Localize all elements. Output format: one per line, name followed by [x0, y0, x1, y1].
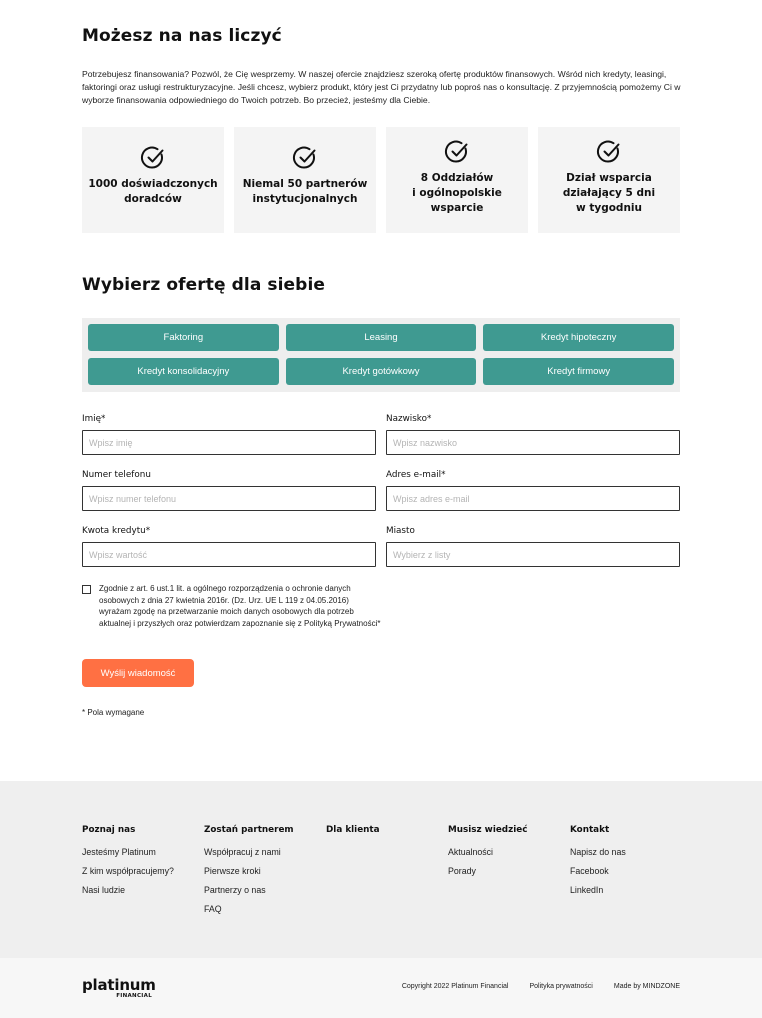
last-name-label: Nazwisko* [386, 414, 432, 424]
amount-input[interactable] [82, 542, 376, 567]
footer [0, 781, 762, 958]
check-circle-icon [444, 139, 470, 165]
consent-text: Zgodnie z art. 6 ust.1 lit. a ogólnego rozporządzenia o ochronie danych osobowych z dnia 27 kwietnia 2016r. (Dz. Urz. UE L 119 z 04.05.2016) wyrażam zgodę na przetwarzanie moich danych osobowych dla potrzeb aktualnej i przyszłych oraz potwierdzam zapoznanie się z Polityką Prywatności* [99, 584, 381, 628]
consent-checkbox[interactable] [82, 585, 91, 594]
footer-link[interactable]: Jesteśmy Platinum [82, 847, 156, 857]
footer-link[interactable]: FAQ [204, 904, 222, 914]
last-name-input[interactable] [386, 430, 680, 455]
footer-link[interactable]: Nasi ludzie [82, 885, 126, 895]
footer-link[interactable]: Partnerzy o nas [204, 885, 266, 895]
footer-column-partner [204, 825, 326, 923]
first-name-label: Imię* [82, 414, 106, 424]
features-row [82, 127, 680, 233]
feature-card-support [538, 127, 680, 233]
offer-button-cash-loan[interactable]: Kredyt gotówkowy [286, 358, 477, 385]
phone-label: Numer telefonu [82, 470, 151, 480]
email-input[interactable] [386, 486, 680, 511]
offer-selector [82, 318, 680, 392]
submit-button[interactable]: Wyślij wiadomość [82, 659, 194, 687]
footer-column-title: Poznaj nas [82, 825, 136, 835]
offer-button-business-loan[interactable]: Kredyt firmowy [483, 358, 674, 385]
feature-card-advisors [82, 127, 224, 233]
offer-button-factoring[interactable]: Faktoring [88, 324, 279, 351]
section-title-offers: Wybierz ofertę dla siebie [82, 275, 326, 295]
footer-column-title: Zostań partnerem [204, 825, 294, 835]
bottom-links [402, 983, 680, 990]
feature-card-branches [386, 127, 528, 233]
privacy-policy-link[interactable]: Polityka prywatności [529, 983, 593, 990]
footer-link[interactable]: LinkedIn [570, 885, 604, 895]
offer-button-mortgage[interactable]: Kredyt hipoteczny [483, 324, 674, 351]
made-by-link[interactable]: Made by MINDZONE [613, 983, 680, 990]
consent-row [82, 583, 382, 629]
logo-word: platinum [82, 976, 156, 994]
section-title-rely: Możesz na nas liczyć [82, 26, 282, 46]
footer-link[interactable]: Współpracuj z nami [204, 847, 281, 857]
offer-button-consolidation[interactable]: Kredyt konsolidacyjny [88, 358, 279, 385]
footer-link[interactable]: Napisz do nas [570, 847, 626, 857]
footer-link[interactable]: Porady [448, 866, 476, 876]
amount-label: Kwota kredytu* [82, 526, 151, 536]
city-label: Miasto [386, 526, 415, 536]
feature-card-partners [234, 127, 376, 233]
feature-text: Dział wsparcia działający 5 dni w tygodniu [562, 172, 656, 214]
copyright-text: Copyright 2022 Platinum Financial [401, 983, 509, 990]
footer-columns [82, 825, 692, 923]
offer-button-leasing[interactable]: Leasing [286, 324, 477, 351]
footer-link[interactable]: Z kim współpracujemy? [82, 866, 174, 876]
check-circle-icon [292, 145, 318, 171]
footer-column-about [82, 825, 204, 923]
footer-column-know [448, 825, 570, 923]
footer-column-title: Kontakt [570, 825, 610, 835]
feature-text: 8 Oddziałów i ogólnopolskie wsparcie [412, 172, 502, 214]
phone-input[interactable] [82, 486, 376, 511]
first-name-input[interactable] [82, 430, 376, 455]
contact-form [82, 414, 680, 582]
footer-link[interactable]: Aktualności [448, 847, 493, 857]
bottom-bar [0, 958, 762, 1018]
feature-text: 1000 doświadczonych doradców [88, 178, 218, 205]
footer-column-client [326, 825, 448, 923]
required-note: * Pola wymagane [82, 708, 145, 717]
email-label: Adres e-mail* [386, 470, 446, 480]
city-select[interactable] [386, 542, 680, 567]
intro-paragraph: Potrzebujesz finansowania? Pozwól, że Cię wesprzemy. W naszej ofercie znajdziesz szeroką ofertę produktów finansowych. Wśród nich kredyty, leasingi, faktoringi oraz usługi restrukturyzacyjne. Jeśli chcesz, wybierz produkt, który jest Ci przydatny lub poproś nas o konsultację. Z przyjemnością pomożemy Ci w wyborze finansowania odpowiedniego do Twoich potrzeb. Bo przecież, jesteśmy dla Ciebie. [82, 69, 681, 105]
footer-column-title: Musisz wiedzieć [448, 825, 528, 835]
platinum-logo[interactable] [82, 978, 156, 1002]
footer-link[interactable]: Pierwsze kroki [204, 866, 261, 876]
footer-link[interactable]: Facebook [570, 866, 609, 876]
footer-column-contact [570, 825, 692, 923]
check-circle-icon [596, 139, 622, 165]
check-circle-icon [140, 145, 166, 171]
feature-text: Niemal 50 partnerów instytucjonalnych [242, 178, 368, 205]
logo-sub: FINANCIAL [116, 993, 152, 999]
footer-column-title[interactable]: Dla klienta [326, 825, 380, 835]
